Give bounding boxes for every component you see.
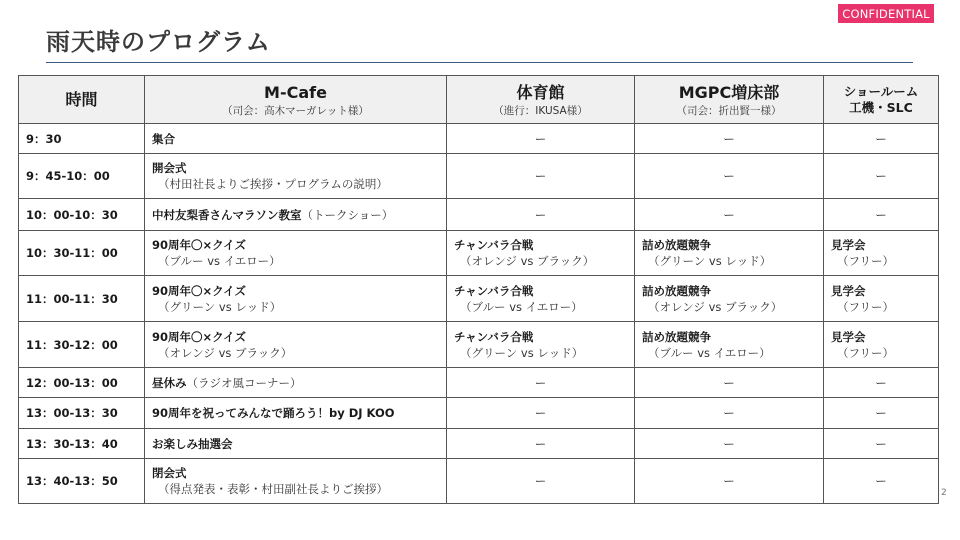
mgpc-cell: ー (635, 459, 824, 504)
mcafe-event: 90周年〇×クイズ (152, 283, 246, 298)
header-mcafe-label: M-Cafe (264, 82, 327, 102)
mcafe-event: 閉会式 (152, 466, 187, 480)
confidential-badge: CONFIDENTIAL (838, 4, 934, 23)
mcafe-cell (145, 231, 447, 276)
mcafe-cell (145, 154, 447, 199)
gym-cell: ー (447, 368, 635, 398)
mcafe-event: 90周年〇×クイズ (152, 238, 246, 252)
showroom-event-detail: （フリー） (837, 299, 895, 314)
program-table (18, 75, 939, 504)
mgpc-cell: ー (635, 368, 824, 398)
gym-cell (447, 322, 635, 368)
gym-event-detail: （グリーン vs レッド） (460, 345, 584, 360)
mgpc-cell: ー (635, 429, 824, 459)
gym-event: チャンバラ合戦 (454, 238, 534, 252)
showroom-event-detail: （フリー） (837, 345, 895, 360)
mgpc-cell: ー (635, 124, 824, 154)
mcafe-cell (145, 276, 447, 322)
table-row (19, 322, 939, 368)
header-time-label: 時間 (65, 89, 98, 109)
mcafe-event: 90周年〇×クイズ (152, 329, 246, 344)
mgpc-cell (635, 231, 824, 276)
time-cell: 9：45-10：00 (19, 154, 145, 199)
time-cell: 11：00-11：30 (19, 276, 145, 322)
showroom-event: 見学会 (831, 329, 866, 344)
mcafe-event: 昼休み (152, 375, 187, 390)
header-showroom-line1: ショールーム (843, 83, 919, 99)
table-row (19, 124, 939, 154)
mgpc-cell (635, 276, 824, 322)
gym-cell: ー (447, 459, 635, 504)
header-mgpc (635, 76, 824, 124)
mcafe-event: 開会式 (152, 161, 187, 175)
table-row (19, 368, 939, 398)
mcafe-cell (145, 199, 447, 231)
showroom-event-detail: （フリー） (837, 254, 895, 268)
gym-cell: ー (447, 398, 635, 429)
mcafe-cell (145, 368, 447, 398)
gym-event: チャンバラ合戦 (454, 329, 534, 344)
mcafe-event: 90周年を祝ってみんなで踊ろう！by DJ KOO (152, 406, 395, 420)
header-showroom (824, 76, 939, 124)
header-gym (447, 76, 635, 124)
gym-cell: ー (447, 429, 635, 459)
table-row (19, 231, 939, 276)
header-showroom-line2: 工機・SLC (849, 99, 913, 115)
showroom-cell: ー (824, 368, 939, 398)
time-cell: 10：30-11：00 (19, 231, 145, 276)
showroom-cell: ー (824, 459, 939, 504)
showroom-cell: ー (824, 398, 939, 429)
showroom-cell: ー (824, 124, 939, 154)
showroom-event: 見学会 (831, 238, 866, 252)
showroom-event: 見学会 (831, 283, 866, 298)
time-cell: 13：40-13：50 (19, 459, 145, 504)
time-cell: 12：00-13：00 (19, 368, 145, 398)
mgpc-cell: ー (635, 154, 824, 199)
gym-cell: ー (447, 154, 635, 199)
mcafe-cell (145, 322, 447, 368)
showroom-cell: ー (824, 199, 939, 231)
mcafe-event: 集合 (152, 131, 175, 146)
mgpc-event-detail: （グリーン vs レッド） (648, 254, 772, 268)
mcafe-event-detail: （グリーン vs レッド） (158, 299, 282, 314)
table-row (19, 459, 939, 504)
gym-event: チャンバラ合戦 (454, 283, 534, 298)
time-cell: 11：30-12：00 (19, 322, 145, 368)
gym-cell: ー (447, 124, 635, 154)
page-number: 2 (941, 488, 947, 498)
mgpc-event: 詰め放題競争 (642, 329, 711, 344)
mcafe-event-detail: （トークショー） (301, 207, 394, 222)
mcafe-event-detail: （オレンジ vs ブラック） (158, 345, 293, 360)
header-row (19, 76, 939, 124)
mcafe-cell (145, 459, 447, 504)
showroom-cell (824, 276, 939, 322)
time-cell: 9：30 (19, 124, 145, 154)
time-cell: 13：30-13：40 (19, 429, 145, 459)
time-cell: 13：00-13：30 (19, 398, 145, 429)
header-time (19, 76, 145, 124)
header-mgpc-sub: （司会：折出賢一様） (676, 104, 782, 117)
mgpc-cell (635, 322, 824, 368)
mgpc-cell: ー (635, 398, 824, 429)
mcafe-cell (145, 124, 447, 154)
mgpc-event-detail: （ブルー vs イエロー） (648, 345, 771, 360)
mcafe-event: お楽しみ抽選会 (152, 436, 233, 451)
mgpc-event-detail: （オレンジ vs ブラック） (648, 299, 783, 314)
mcafe-event-detail: （ラジオ風コーナー） (186, 375, 302, 390)
time-cell: 10：00-10：30 (19, 199, 145, 231)
gym-event-detail: （ブルー vs イエロー） (460, 299, 583, 314)
mcafe-cell (145, 429, 447, 459)
mgpc-event: 詰め放題競争 (642, 283, 711, 298)
mcafe-event-detail: （村田社長よりご挨拶・プログラムの説明） (158, 177, 388, 191)
gym-event-detail: （オレンジ vs ブラック） (460, 254, 595, 268)
showroom-cell: ー (824, 154, 939, 199)
mcafe-cell (145, 398, 447, 429)
mcafe-event: 中村友梨香さんマラソン教室 (152, 207, 302, 222)
showroom-cell (824, 322, 939, 368)
showroom-cell: ー (824, 429, 939, 459)
mcafe-event-detail: （ブルー vs イエロー） (158, 254, 281, 268)
table-row (19, 276, 939, 322)
header-mcafe (145, 76, 447, 124)
table-row (19, 154, 939, 199)
table-row (19, 398, 939, 429)
table-row (19, 429, 939, 459)
gym-cell (447, 231, 635, 276)
showroom-cell (824, 231, 939, 276)
mgpc-cell: ー (635, 199, 824, 231)
mcafe-event-detail: （得点発表・表彰・村田副社長よりご挨拶） (158, 482, 388, 496)
header-mgpc-label: MGPC増床部 (678, 82, 780, 102)
gym-cell: ー (447, 199, 635, 231)
header-mcafe-sub: （司会：高木マーガレット様） (222, 104, 369, 117)
title-divider (46, 62, 913, 63)
mgpc-event: 詰め放題競争 (642, 238, 711, 252)
header-gym-label: 体育館 (516, 82, 565, 102)
gym-cell (447, 276, 635, 322)
table-row (19, 199, 939, 231)
header-gym-sub: （進行：IKUSA様） (493, 104, 588, 117)
page-title: 雨天時のプログラム (46, 28, 271, 56)
